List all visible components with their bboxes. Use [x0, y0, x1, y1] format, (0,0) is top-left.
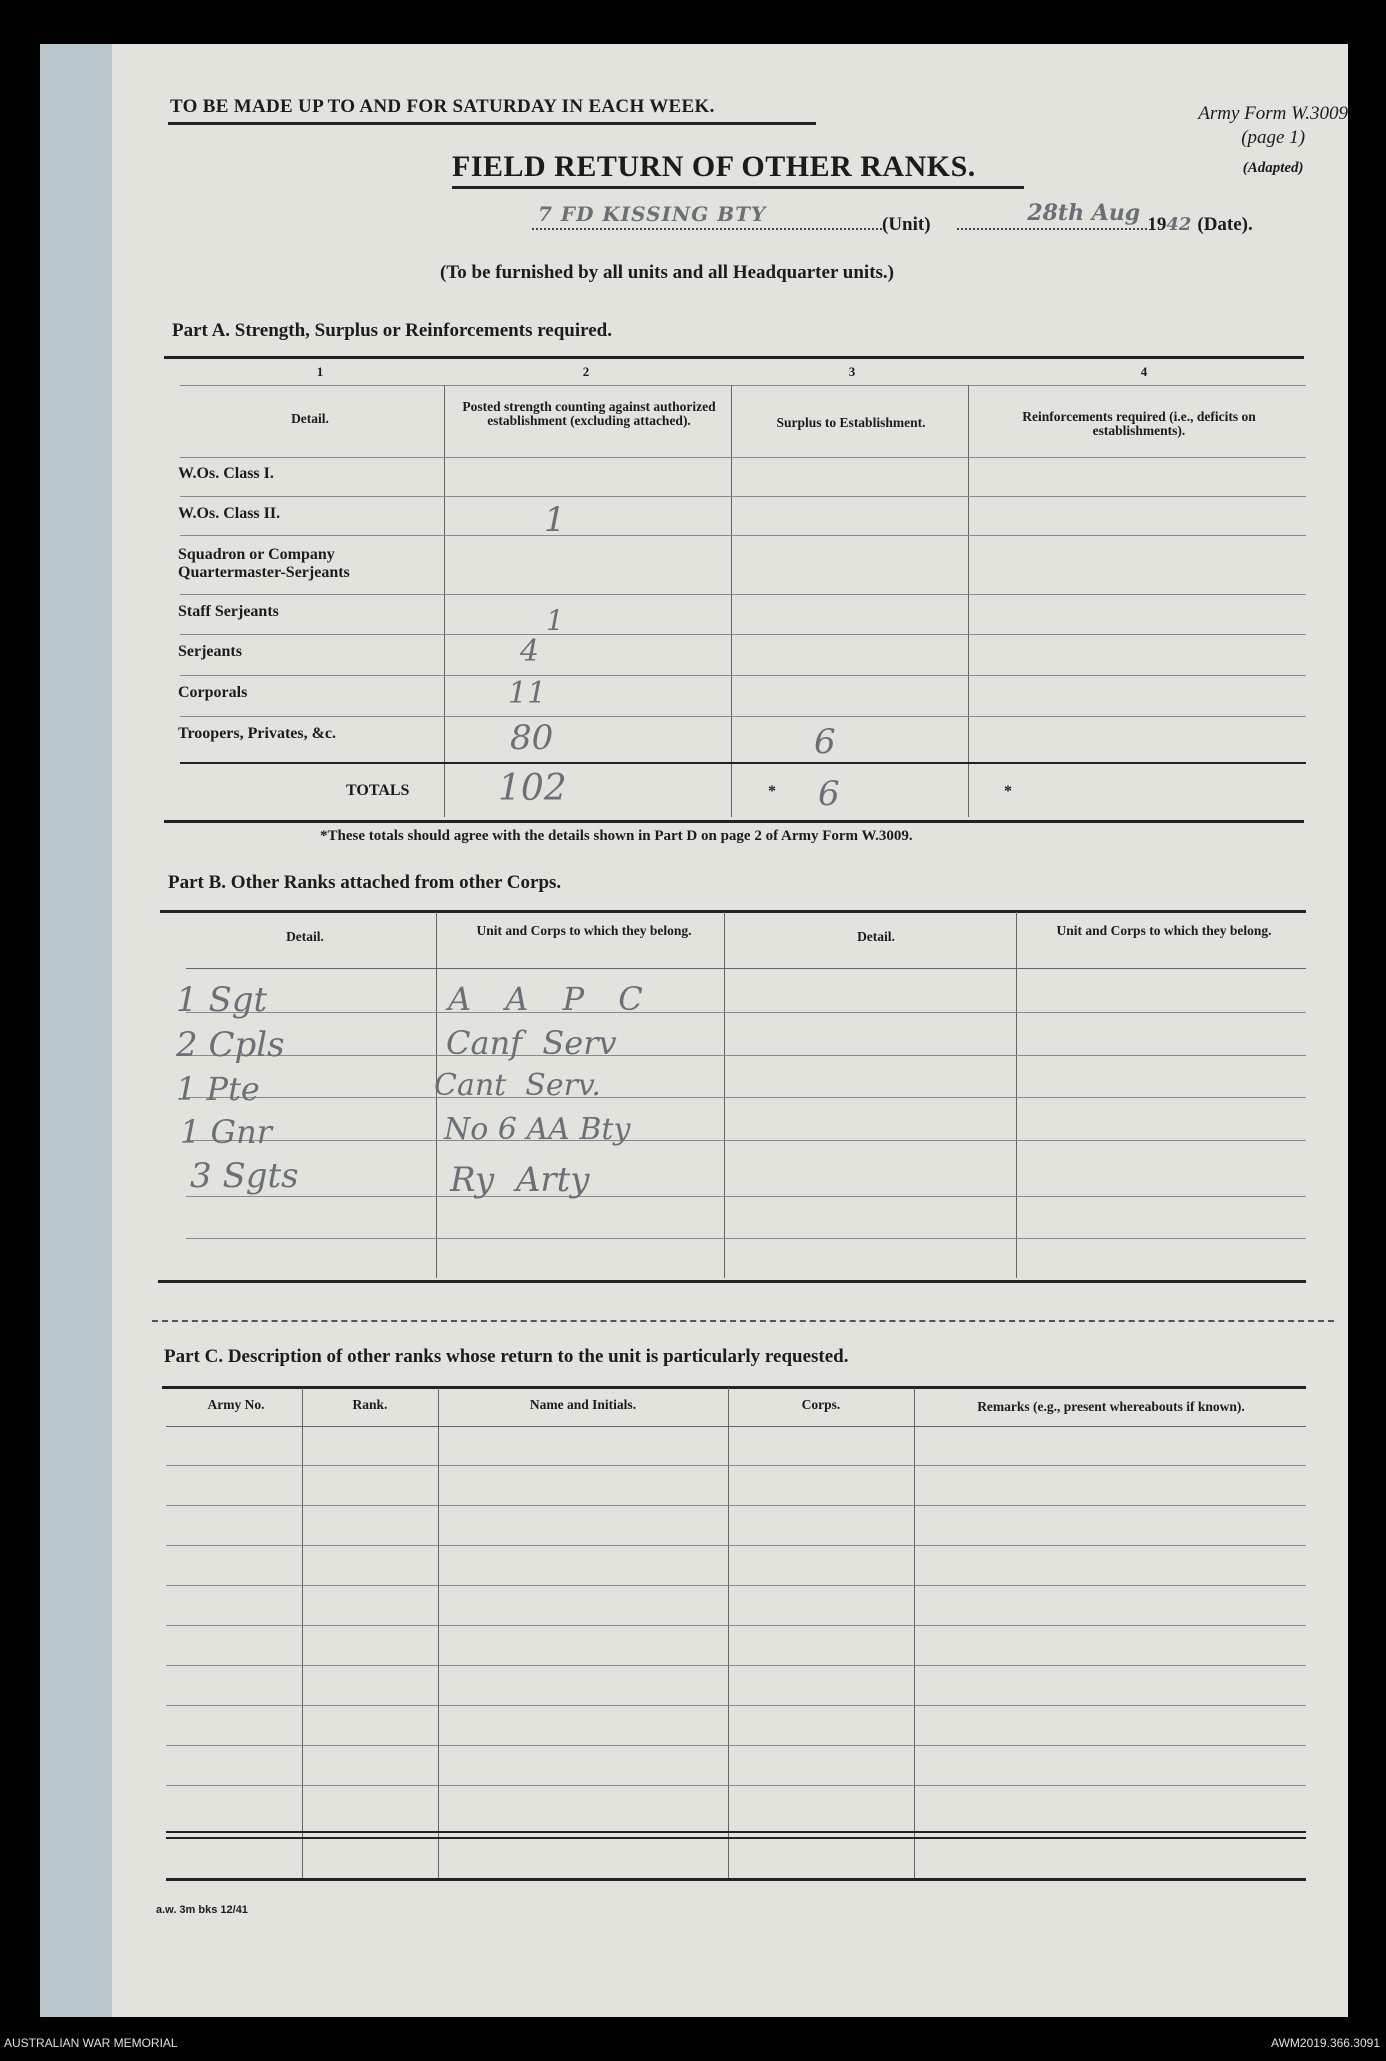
part-a-row-rule: [180, 594, 1306, 595]
row-label-troopers-privates: Troopers, Privates, &c.: [178, 725, 337, 742]
part-b-row-rule: [186, 1140, 1306, 1141]
part-b-row-rule: [186, 1055, 1306, 1056]
part-c-double-rule-top: [166, 1831, 1306, 1833]
part-b-row-rule: [186, 1196, 1306, 1197]
part-a-header-reinforcements: Reinforcements required (i.e., deficits on establishments).: [1022, 409, 1256, 438]
part-c-row-rule: [166, 1665, 1306, 1666]
attached-detail: 1 Gnr: [180, 1113, 272, 1151]
part-b-top-rule: [160, 910, 1306, 913]
row-label-quartermaster-serjeants: [178, 546, 418, 582]
unit-value: 7 FD KISSING BTY: [538, 202, 767, 226]
attached-detail: 1 Sgt: [176, 980, 268, 1020]
part-b-bottom-rule: [158, 1280, 1306, 1283]
perforation-line: [152, 1320, 1334, 1322]
part-a-col-number-3: 3: [848, 364, 856, 379]
form-page-number: (page 1): [1241, 127, 1306, 148]
attached-detail: 1 Pte: [176, 1070, 260, 1108]
instruction-underline: [168, 122, 816, 125]
part-a-header-rule: [180, 457, 1306, 458]
part-a-col-number-2: 2: [582, 364, 590, 379]
part-a-header-detail: Detail.: [291, 411, 329, 426]
part-b-divider-3: [1016, 912, 1017, 1278]
posted-troopers-privates: 80: [510, 718, 554, 758]
part-b-row-rule: [186, 1097, 1306, 1098]
attached-detail: 3 Sgts: [190, 1156, 299, 1196]
row-label-wo-class-2: W.Os. Class II.: [178, 505, 281, 522]
part-a-top-rule: [164, 356, 1304, 359]
totals-reinforcements-asterisk: *: [1004, 783, 1012, 800]
year-prefix: 19: [1147, 214, 1167, 235]
part-a-totals-rule: [180, 762, 1306, 764]
furnished-note: (To be furnished by all units and all Headquarter units.): [440, 262, 894, 283]
part-a-row-rule: [180, 675, 1306, 676]
part-c-header-rank: Rank.: [352, 1397, 388, 1412]
part-c-header-name: Name and Initials.: [529, 1397, 637, 1412]
print-code: a.w. 3m bks 12/41: [156, 1904, 248, 1916]
part-c-row-rule: [166, 1705, 1306, 1706]
attached-unit: A A P C: [448, 980, 655, 1018]
part-b-header-detail-2: Detail.: [857, 929, 895, 944]
posted-serjeants: 4: [520, 634, 540, 669]
part-c-header-army-no: Army No.: [207, 1397, 265, 1412]
part-c-divider-4: [914, 1388, 915, 1880]
form-number-block: [1198, 102, 1348, 180]
part-a-row-rule: [180, 716, 1306, 717]
row-label-quartermaster-text: Squadron or Company Quartermaster-Serjeants: [178, 546, 350, 581]
instruction-line: TO BE MADE UP TO AND FOR SATURDAY IN EACH WEEK.: [170, 96, 715, 117]
unit-field: [532, 202, 882, 230]
posted-corporals: 11: [508, 676, 547, 711]
part-a-col-number-4: 4: [1140, 364, 1148, 379]
attached-unit: Ry Arty: [450, 1160, 590, 1200]
attached-unit: Canf Serv: [446, 1024, 617, 1062]
part-b-divider-2: [724, 912, 725, 1278]
part-a-number-rule: [180, 385, 1306, 386]
part-b-row-rule: [186, 1238, 1306, 1239]
row-label-serjeants: Serjeants: [178, 643, 242, 660]
part-c-bottom-rule: [166, 1878, 1306, 1881]
part-c-top-rule: [162, 1386, 1306, 1389]
row-label-wo-class-1: W.Os. Class I.: [178, 465, 274, 482]
part-a-divider-2: [731, 385, 732, 817]
part-a-header-posted: Posted strength counting against authorized establishment (excluding attached).: [462, 399, 716, 428]
part-c-divider-2: [438, 1388, 439, 1880]
part-b-header-rule: [186, 968, 1306, 969]
part-b-header-unit-2: Unit and Corps to which they belong.: [1056, 923, 1272, 938]
posted-staff-serjeants: 1: [546, 604, 564, 637]
totals-surplus-asterisk: *: [768, 783, 776, 800]
form-number: Army Form W.3009: [1198, 103, 1348, 124]
archive-reference: AWM2019.366.3091: [1271, 2036, 1380, 2050]
form-title: FIELD RETURN OF OTHER RANKS.: [452, 150, 976, 183]
part-a-divider-1: [444, 385, 445, 817]
unit-label: (Unit): [882, 214, 931, 235]
part-a-col-number-1: 1: [316, 364, 324, 379]
attached-detail: 2 Cpls: [176, 1025, 285, 1065]
part-a-header-surplus: Surplus to Establishment.: [776, 415, 926, 430]
totals-label: TOTALS: [346, 782, 410, 799]
part-c-divider-3: [728, 1388, 729, 1880]
part-a-row-rule: [180, 634, 1306, 635]
part-a-bottom-rule: [164, 820, 1304, 823]
part-c-row-rule: [166, 1545, 1306, 1546]
unit-date-line: [532, 200, 1253, 236]
part-b-header-detail-1: Detail.: [286, 929, 324, 944]
archive-credit: AUSTRALIAN WAR MEMORIAL: [4, 2036, 178, 2050]
date-field: [957, 200, 1147, 230]
part-c-heading: Part C. Description of other ranks whose return to the unit is particularly requested.: [164, 1346, 849, 1367]
part-c-row-rule: [166, 1625, 1306, 1626]
row-label-corporals: Corporals: [178, 684, 248, 701]
part-c-row-rule: [166, 1585, 1306, 1586]
part-c-header-rule: [166, 1426, 1306, 1427]
part-b-header-unit-1: Unit and Corps to which they belong.: [476, 923, 692, 938]
part-a-divider-3: [968, 385, 969, 817]
part-c-row-rule: [166, 1505, 1306, 1506]
date-label: (Date).: [1197, 214, 1253, 235]
part-c-row-rule: [166, 1745, 1306, 1746]
part-b-heading: Part B. Other Ranks attached from other Corps.: [168, 872, 562, 893]
year-value: 42: [1166, 214, 1192, 235]
part-a-row-rule: [180, 496, 1306, 497]
row-label-staff-serjeants: Staff Serjeants: [178, 603, 279, 620]
surplus-troopers-privates: 6: [814, 722, 836, 762]
date-value: 28th Aug: [1027, 200, 1141, 226]
attached-unit: No 6 AA Bty: [444, 1112, 631, 1147]
totals-surplus: 6: [818, 774, 840, 814]
posted-wo-class-2: 1: [544, 500, 566, 540]
part-c-header-remarks: Remarks (e.g., present whereabouts if known).: [977, 1399, 1245, 1414]
part-a-heading: Part A. Strength, Surplus or Reinforcements required.: [172, 320, 612, 341]
part-a-row-rule: [180, 535, 1306, 536]
totals-posted: 102: [498, 768, 567, 809]
title-underline: [452, 186, 1024, 189]
part-c-double-rule-bottom: [166, 1837, 1306, 1839]
adapted-label: (Adapted): [1242, 160, 1304, 176]
part-c-header-corps: Corps.: [801, 1397, 841, 1412]
part-c-divider-1: [302, 1388, 303, 1880]
part-c-row-rule: [166, 1465, 1306, 1466]
attached-unit: Cant Serv.: [434, 1068, 601, 1103]
part-b-row-rule: [186, 1012, 1306, 1013]
part-a-footnote: *These totals should agree with the details shown in Part D on page 2 of Army Form W.3009.: [320, 828, 913, 844]
part-c-row-rule: [166, 1785, 1306, 1786]
